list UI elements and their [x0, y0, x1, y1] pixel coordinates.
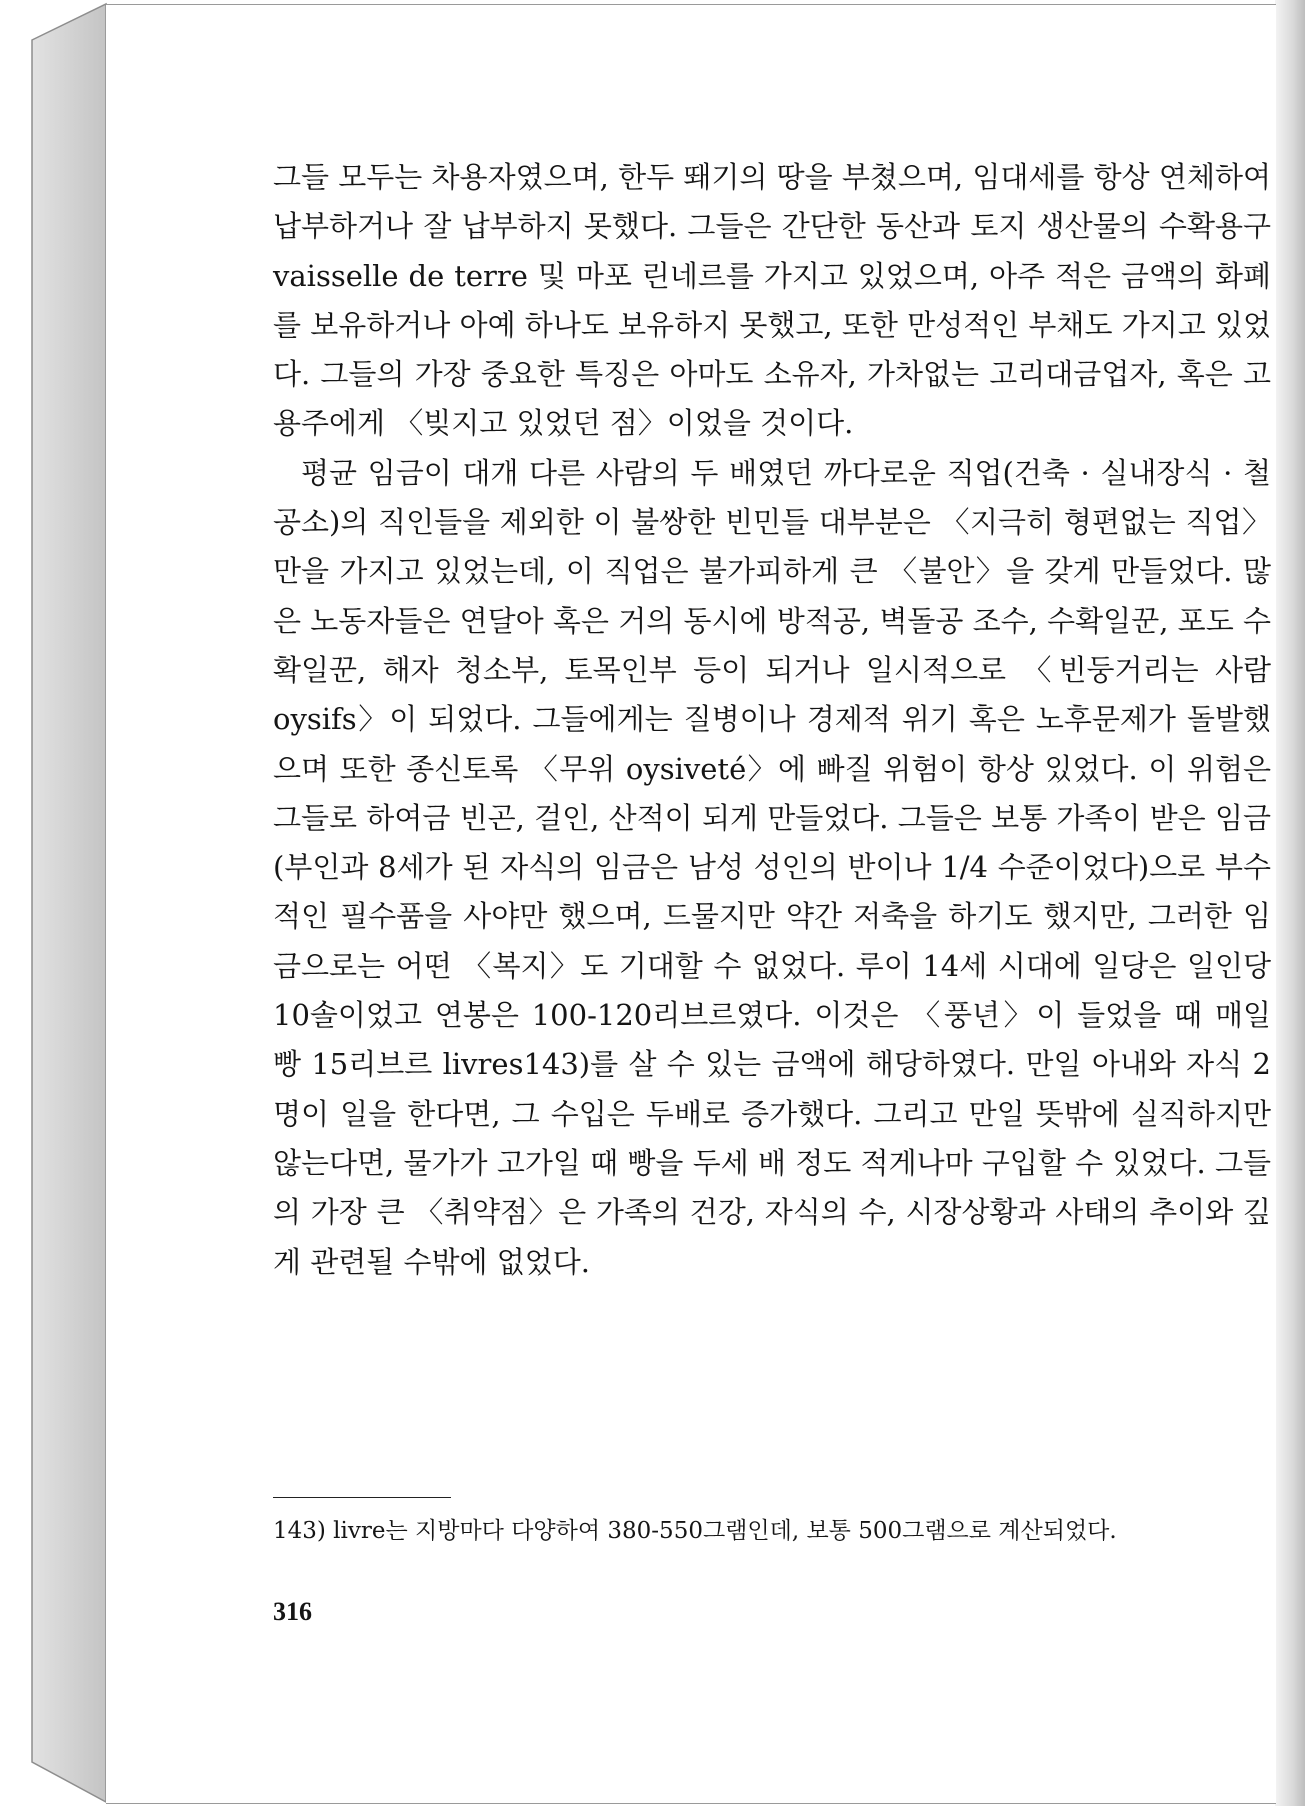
footnote-divider [273, 1497, 451, 1498]
page-number: 316 [273, 1597, 312, 1626]
body-text [273, 153, 1271, 1287]
paragraph-2: 평균 임금이 대개 다른 사람의 두 배였던 까다로운 직업(건축 · 실내장식 · 철공소)의 직인들을 제외한 이 불쌍한 빈민들 대부분은 〈지극히 형편없는 직업〉만을 가지고 있었는데, 이 직업은 불가피하게 큰 〈불안〉을 갖게 만들었다. 많은 노동자들은 연달아 혹은 거의 동시에 방적공, 벽돌공 조수, 수확일꾼, 포도 수확일꾼, 해자 청소부, 토목인부 등이 되거나 일시적으로 〈빈둥거리는 사람 oysifs〉이 되었다. 그들에게는 질병이나 경제적 위기 혹은 노후문제가 돌발했으며 또한 종신토록 〈무위 oysiveté〉에 빠질 위험이 항상 있었다. 이 위험은 그들로 하여금 빈곤, 걸인, 산적이 되게 만들었다. 그들은 보통 가족이 받은 임금(부인과 8세가 된 자식의 임금은 남성 성인의 반이나 1/4 수준이었다)으로 부수적인 필수품을 사야만 했으며, 드물지만 약간 저축을 하기도 했지만, 그러한 임금으로는 어떤 〈복지〉도 기대할 수 없었다. 루이 14세 시대에 일당은 일인당 10솔이었고 연봉은 100-120리브르였다. 이것은 〈풍년〉이 들었을 때 매일 빵 15리브르 livres143)를 살 수 있는 금액에 해당하였다. 만일 아내와 자식 2명이 일을 한다면, 그 수입은 두배로 증가했다. 그리고 만일 뜻밖에 실직하지만 않는다면, 물가가 고가일 때 빵을 두세 배 정도 적게나마 구입할 수 있었다. 그들의 가장 큰 〈취약점〉은 가족의 건강, 자식의 수, 시장상황과 사태의 추이와 깊게 관련될 수밖에 없었다. [273, 455, 1271, 1279]
document-page [106, 4, 1276, 1804]
page-right-edge [1275, 0, 1305, 1806]
book-spine [0, 0, 110, 1806]
footnote: 143) livre는 지방마다 다양하여 380-550그램인데, 보통 500그램으로 계산되었다. [273, 1518, 1117, 1544]
paragraph-1: 그들 모두는 차용자였으며, 한두 뙈기의 땅을 부쳤으며, 임대세를 항상 연체하여 납부하거나 잘 납부하지 못했다. 그들은 간단한 동산과 토지 생산물의 수확용구 vaisselle de terre 및 마포 린네르를 가지고 있었으며, 아주 적은 금액의 화폐를 보유하거나 아예 하나도 보유하지 못했고, 또한 만성적인 부채도 가지고 있었다. 그들의 가장 중요한 특징은 아마도 소유자, 가차없는 고리대금업자, 혹은 고용주에게 〈빚지고 있었던 점〉이었을 것이다. [273, 160, 1271, 441]
